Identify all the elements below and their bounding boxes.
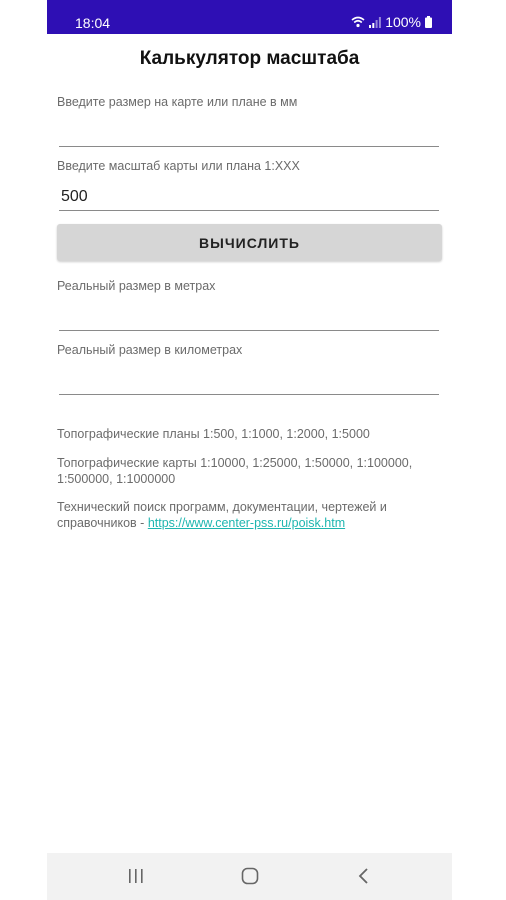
km-output[interactable]: [59, 367, 439, 395]
meters-label: Реальный размер в метрах: [57, 279, 216, 293]
size-input[interactable]: [59, 119, 439, 147]
search-text: Технический поиск программ, документации, чертежей и справочников -: [57, 500, 387, 530]
calculate-button[interactable]: ВЫЧИСЛИТЬ: [57, 224, 442, 261]
scale-input[interactable]: [59, 183, 439, 211]
maps-info: Топографические карты 1:10000, 1:25000, 1:50000, 1:100000, 1:500000, 1:1000000: [57, 456, 413, 486]
scale-label: Введите масштаб карты или плана 1:ХХХ: [57, 159, 300, 173]
recents-icon[interactable]: [127, 867, 145, 890]
back-icon[interactable]: [355, 867, 373, 890]
km-label: Реальный размер в километрах: [57, 343, 243, 357]
battery-icon: [425, 16, 432, 28]
wifi-icon: [351, 16, 365, 28]
status-time: 18:04: [75, 15, 111, 31]
meters-output[interactable]: [59, 303, 439, 331]
search-link[interactable]: https://www.center-pss.ru/poisk.htm: [147, 516, 346, 530]
plans-info: Топографические планы 1:500, 1:1000, 1:2000, 1:5000: [57, 427, 370, 441]
status-bar: [47, 0, 452, 34]
page-title: Калькулятор масштаба: [139, 48, 360, 69]
navigation-bar: [47, 853, 452, 900]
signal-icon: [369, 17, 381, 28]
battery-text: 100%: [385, 14, 421, 30]
size-label: Введите размер на карте или плане в мм: [57, 95, 298, 109]
home-icon[interactable]: [241, 867, 259, 890]
status-icons: [351, 14, 432, 30]
phone-screen: [47, 0, 452, 900]
search-info: [57, 499, 442, 531]
